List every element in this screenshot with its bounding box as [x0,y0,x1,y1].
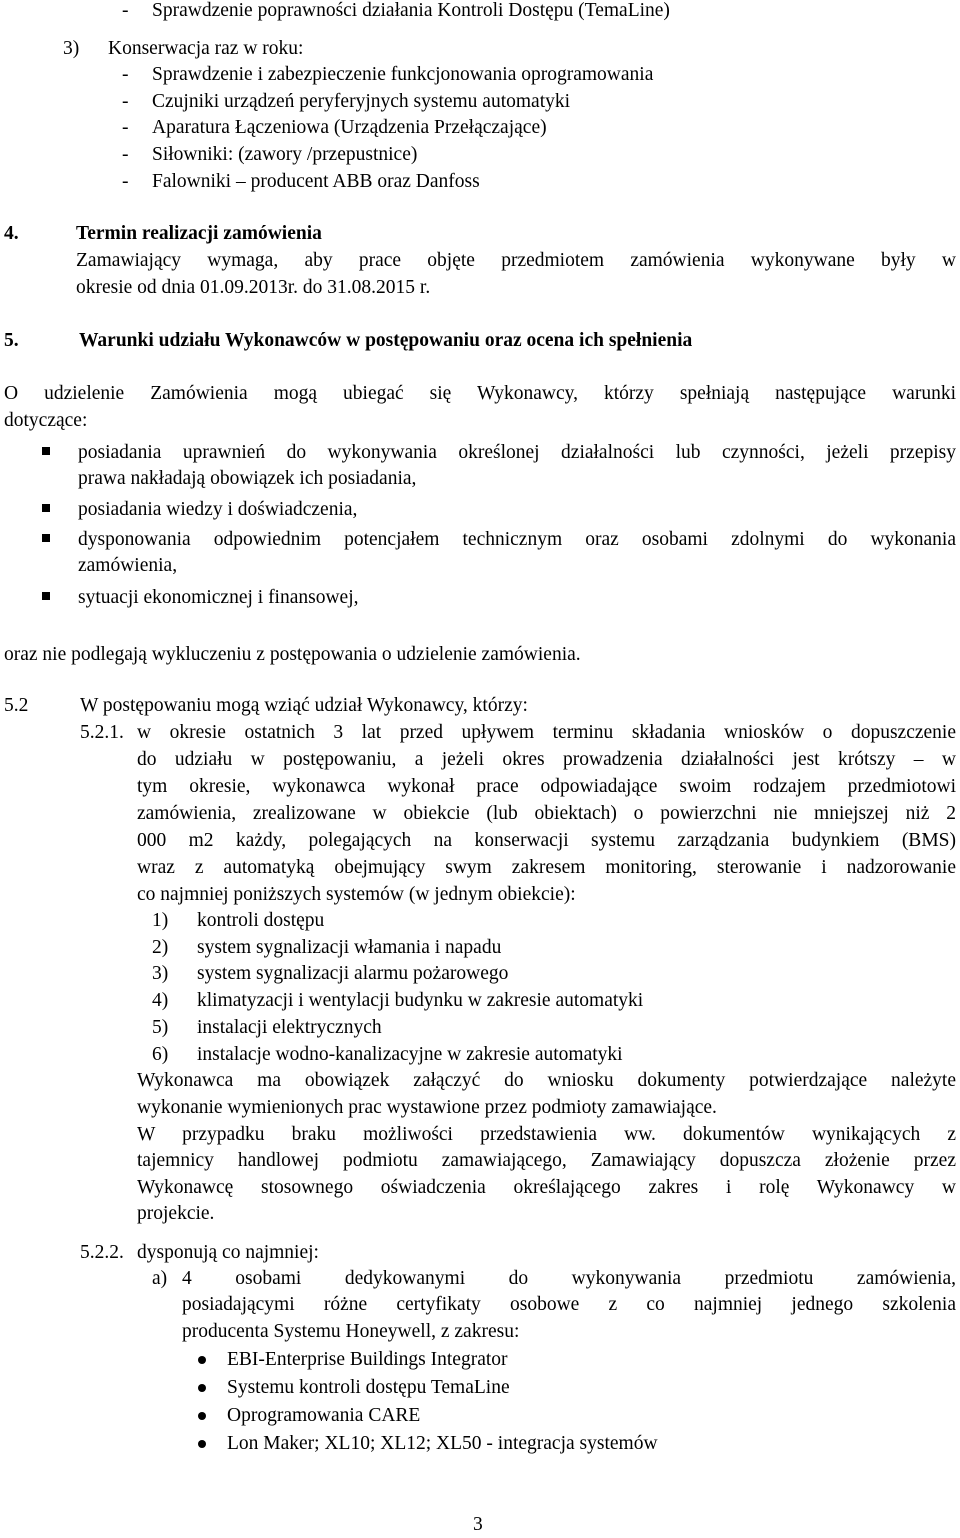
section-title: Konserwacja raz w roku: [108,38,304,59]
section-title: W postępowaniu mogą wziąć udział Wykonawcy, którzy: [80,695,528,716]
round-bullet-icon [198,1412,206,1420]
dash-bullet: - [122,0,129,21]
paragraph-line: posiadającymi różne certyfikaty osobowe z co najmniej jednego szkolenia [182,1294,956,1315]
list-item: Aparatura Łączeniowa (Urządzenia Przełączające) [152,117,547,138]
paragraph-line: w okresie ostatnich 3 lat przed upływem terminu składania wniosków o dopuszczenie [137,722,956,743]
list-number: 2) [152,937,169,958]
list-number: 3) [152,963,169,984]
list-item: Czujniki urządzeń peryferyjnych systemu automatyki [152,91,571,112]
paragraph-line: 4 osobami dedykowanymi do wykonywania przedmiotu zamówienia, [182,1268,956,1289]
bullet-text: sytuacji ekonomicznej i finansowej, [78,587,359,608]
paragraph-line: Wykonawca ma obowiązek załączyć do wniosku dokumenty potwierdzające należyte [137,1070,956,1091]
paragraph-line: 000 m2 każdy, polegających na konserwacji systemu zarządzania budynkiem (BMS) [137,830,956,851]
list-item: system sygnalizacji alarmu pożarowego [197,963,509,984]
list-item: instalacje wodno-kanalizacyjne w zakresie automatyki [197,1044,623,1065]
paragraph-line: W przypadku braku możliwości przedstawienia ww. dokumentów wynikających z [137,1124,956,1145]
subsection-title: dysponują co najmniej: [137,1242,319,1263]
bullet-text: dysponowania odpowiednim potencjałem technicznym oraz osobami zdolnymi do wykonania [78,529,956,550]
paragraph-line: do udziału w postępowaniu, a jeżeli okres prowadzenia działalności jest krótszy – w [137,749,956,770]
page-number: 3 [473,1514,483,1535]
dash-bullet: - [122,64,129,85]
list-item: Sprawdzenie poprawności działania Kontroli Dostępu (TemaLine) [152,0,670,21]
list-item: instalacji elektrycznych [197,1017,382,1038]
section-number: 3) [63,38,80,59]
section-number: 4. [4,223,19,244]
list-item: Falowniki – producent ABB oraz Danfoss [152,171,480,192]
square-bullet-icon [42,504,50,512]
list-item: Lon Maker; XL10; XL12; XL50 - integracja systemów [227,1433,658,1454]
dash-bullet: - [122,117,129,138]
section-number: 5.2 [4,695,29,716]
bullet-text: zamówienia, [78,555,178,576]
bullet-text: prawa nakładają obowiązek ich posiadania, [78,468,417,489]
paragraph-line: producenta Systemu Honeywell, z zakresu: [182,1321,520,1342]
round-bullet-icon [198,1384,206,1392]
dash-bullet: - [122,144,129,165]
list-item: Sprawdzenie i zabezpieczenie funkcjonowania oprogramowania [152,64,654,85]
square-bullet-icon [42,534,50,542]
paragraph-line: zamówienia, zrealizowane w obiekcie (lub obiektach) o powierzchni nie mniejszej niż 2 [137,803,956,824]
paragraph-line: dotyczące: [4,410,88,431]
round-bullet-icon [198,1440,206,1448]
list-item: Systemu kontroli dostępu TemaLine [227,1377,510,1398]
dash-bullet: - [122,171,129,192]
paragraph-line: co najmniej poniższych systemów (w jednym obiekcie): [137,884,576,905]
square-bullet-icon [42,592,50,600]
paragraph-line: tajemnicy handlowej podmiotu zamawiającego, Zamawiający dopuszcza złożenie przez [137,1150,956,1171]
paragraph-line: projekcie. [137,1203,215,1224]
list-item: klimatyzacji i wentylacji budynku w zakresie automatyki [197,990,644,1011]
list-number: 1) [152,910,169,931]
paragraph-line: wykonanie wymienionych prac wystawione przez podmioty zamawiające. [137,1097,717,1118]
section-title: Warunki udziału Wykonawców w postępowaniu oraz ocena ich spełnienia [79,330,693,351]
paragraph-line: tym okresie, wykonawca wykonał prace odpowiadające swoim rodzajem przedmiotowi [137,776,956,797]
bullet-text: posiadania wiedzy i doświadczenia, [78,499,358,520]
bullet-text: posiadania uprawnień do wykonywania określonej działalności lub czynności, jeżeli przepisy [78,442,956,463]
list-number: 4) [152,990,169,1011]
list-item: Siłowniki: (zawory /przepustnice) [152,144,418,165]
paragraph-line: O udzielenie Zamówienia mogą ubiegać się Wykonawcy, którzy spełniają następujące warunki [4,383,956,404]
paragraph-line: wraz z automatyką obejmujący swym zakresem monitoring, sterowanie i nadzorowanie [137,857,956,878]
list-letter: a) [152,1268,168,1289]
list-number: 6) [152,1044,169,1065]
list-item: EBI-Enterprise Buildings Integrator [227,1349,508,1370]
list-item: system sygnalizacji włamania i napadu [197,937,502,958]
list-item: Oprogramowania CARE [227,1405,421,1426]
section-number: 5. [4,330,19,351]
square-bullet-icon [42,447,50,455]
section-title: Termin realizacji zamówienia [76,223,322,244]
dash-bullet: - [122,91,129,112]
subsection-number: 5.2.1. [80,722,124,743]
list-item: kontroli dostępu [197,910,325,931]
paragraph-line: oraz nie podlegają wykluczeniu z postępowania o udzielenie zamówienia. [4,644,581,665]
round-bullet-icon [198,1356,206,1364]
list-number: 5) [152,1017,169,1038]
paragraph-line: okresie od dnia 01.09.2013r. do 31.08.2015 r. [76,277,431,298]
subsection-number: 5.2.2. [80,1242,124,1263]
paragraph-line: Wykonawcę stosownego oświadczenia określającego zakres i rolę Wykonawcy w [137,1177,956,1198]
paragraph-line: Zamawiający wymaga, aby prace objęte przedmiotem zamówienia wykonywane były w [76,250,956,271]
